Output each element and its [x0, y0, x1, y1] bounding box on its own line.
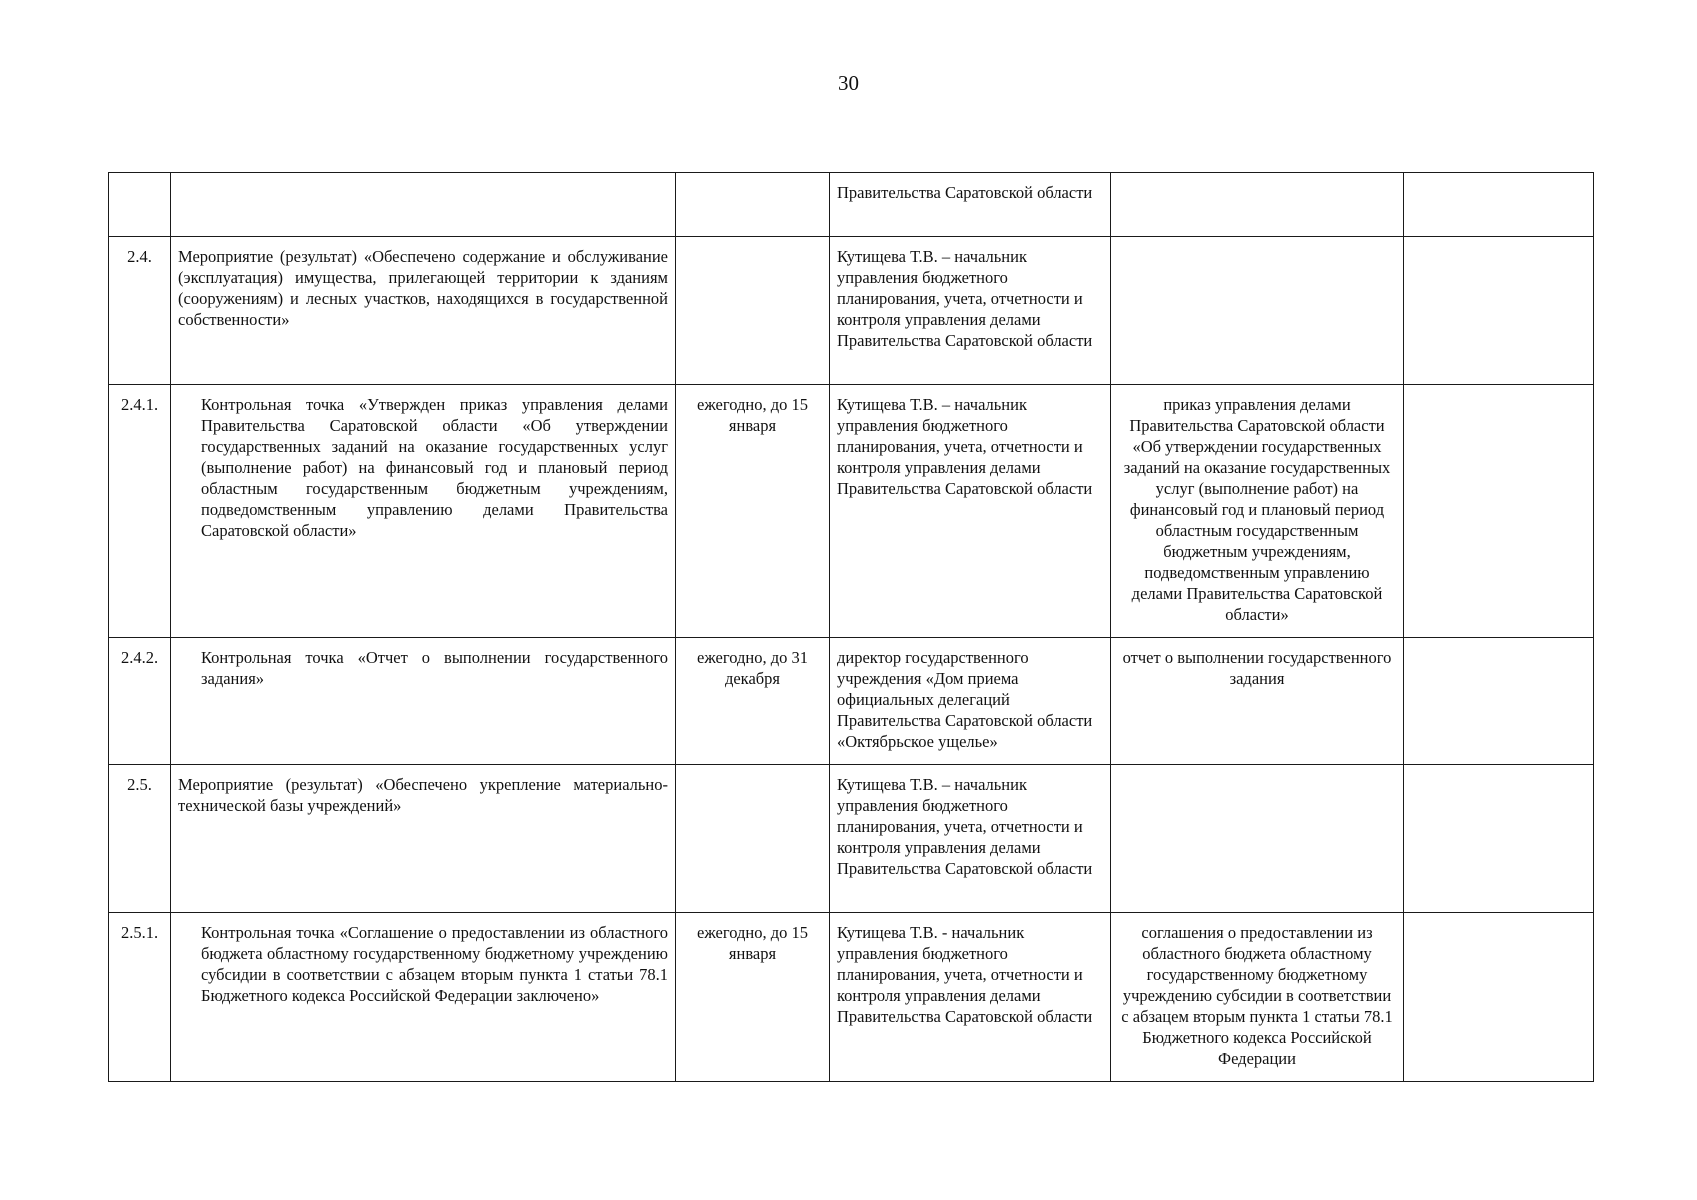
- plan-table: [108, 172, 1594, 1082]
- row-number: 2.5.: [109, 765, 171, 913]
- row-number: 2.4.1.: [109, 385, 171, 638]
- row-deadline: [676, 237, 830, 385]
- table-row: [109, 765, 1594, 913]
- table-row: [109, 638, 1594, 765]
- table-row: [109, 173, 1594, 237]
- row-deadline: ежегодно, до 31 декабря: [676, 638, 830, 765]
- row-extra: [1404, 237, 1594, 385]
- row-deadline: ежегодно, до 15 января: [676, 385, 830, 638]
- row-extra: [1404, 765, 1594, 913]
- table-row: [109, 237, 1594, 385]
- row-responsible: Правительства Саратовской области: [830, 173, 1111, 237]
- page-number: 30: [838, 71, 859, 95]
- row-name: [171, 173, 676, 237]
- row-name: Контрольная точка «Отчет о выполнении государственного задания»: [171, 638, 676, 765]
- row-deadline: [676, 173, 830, 237]
- row-responsible: Кутищева Т.В. – начальник управления бюджетного планирования, учета, отчетности и контроля управления делами Правительства Саратовской области: [830, 385, 1111, 638]
- row-extra: [1404, 173, 1594, 237]
- table-row: [109, 913, 1594, 1082]
- row-document: [1111, 237, 1404, 385]
- row-name: Контрольная точка «Утвержден приказ управления делами Правительства Саратовской области «Об утверждении государственных заданий на оказание государственных услуг (выполнение работ) на финансовый год и плановый период областным государственным бюджетным учреждениям, подведомственным управлению делами Правительства Саратовской области»: [171, 385, 676, 638]
- row-name: Мероприятие (результат) «Обеспечено содержание и обслуживание (эксплуатация) имущества, прилегающей территории к зданиям (сооружениям) и лесных участков, находящихся в государственной собственности»: [171, 237, 676, 385]
- table-row: [109, 385, 1594, 638]
- row-number: 2.5.1.: [109, 913, 171, 1082]
- row-extra: [1404, 638, 1594, 765]
- row-name: Контрольная точка «Соглашение о предоставлении из областного бюджета областному государственному бюджетному учреждению субсидии в соответствии с абзацем вторым пункта 1 статьи 78.1 Бюджетного кодекса Российской Федерации заключено»: [171, 913, 676, 1082]
- row-number: [109, 173, 171, 237]
- row-responsible: директор государственного учреждения «Дом приема официальных делегаций Правительства Саратовской области «Октябрьское ущелье»: [830, 638, 1111, 765]
- row-extra: [1404, 913, 1594, 1082]
- row-document: соглашения о предоставлении из областного бюджета областному государственному бюджетному учреждению субсидии в соответствии с абзацем вторым пункта 1 статьи 78.1 Бюджетного кодекса Российской Федерации: [1111, 913, 1404, 1082]
- row-extra: [1404, 385, 1594, 638]
- row-document: [1111, 765, 1404, 913]
- row-document: отчет о выполнении государственного задания: [1111, 638, 1404, 765]
- row-number: 2.4.: [109, 237, 171, 385]
- row-name: Мероприятие (результат) «Обеспечено укрепление материально-технической базы учреждений»: [171, 765, 676, 913]
- row-responsible: Кутищева Т.В. – начальник управления бюджетного планирования, учета, отчетности и контроля управления делами Правительства Саратовской области: [830, 765, 1111, 913]
- row-responsible: Кутищева Т.В. - начальник управления бюджетного планирования, учета, отчетности и контроля управления делами Правительства Саратовской области: [830, 913, 1111, 1082]
- row-deadline: ежегодно, до 15 января: [676, 913, 830, 1082]
- row-responsible: Кутищева Т.В. – начальник управления бюджетного планирования, учета, отчетности и контроля управления делами Правительства Саратовской области: [830, 237, 1111, 385]
- row-document: [1111, 173, 1404, 237]
- row-document: приказ управления делами Правительства Саратовской области «Об утверждении государственных заданий на оказание государственных услуг (выполнение работ) на финансовый год и плановый период областным государственным бюджетным учреждениям, подведомственным управлению делами Правительства Саратовской области»: [1111, 385, 1404, 638]
- row-deadline: [676, 765, 830, 913]
- row-number: 2.4.2.: [109, 638, 171, 765]
